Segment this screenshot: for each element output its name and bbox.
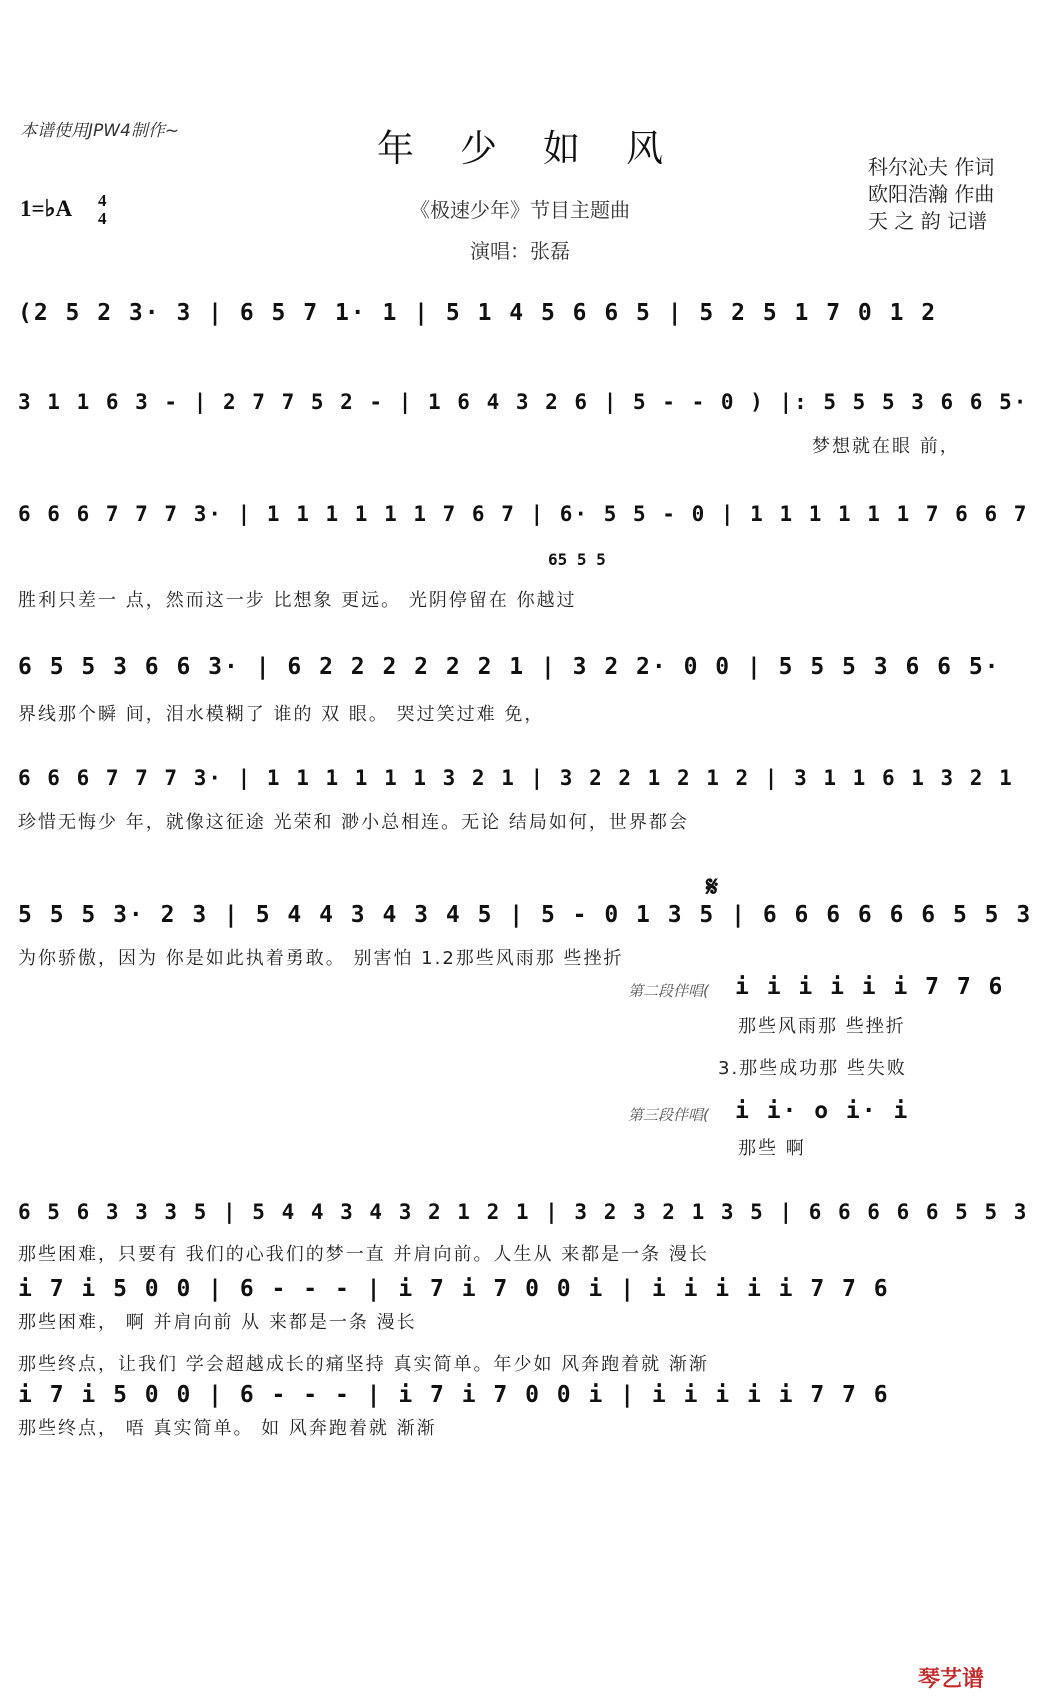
score-row-3-notes: 6 6 6 7 7 7 3· | 1 1 1 1 1 1 7 6 7 | 6· 5 5 - 0 | 1 1 1 1 1 1 7 6 6 7: [18, 502, 1029, 526]
score-row-8-extra-lyrics: 那些终点，让我们 学会超越成长的痛坚持 真实简单。年少如 风奔跑着就 渐渐: [18, 1354, 709, 1375]
transcriber: 天 之 韵 记谱: [868, 209, 988, 233]
score-row-6-lyrics: 为你骄傲，因为 你是如此执着勇敢。 别害怕 1.2那些风雨那 些挫折: [18, 948, 624, 969]
third-part-notes: i i· o i· i: [735, 1098, 910, 1124]
second-part-label: 第二段伴唱(: [628, 982, 709, 1000]
score-row-3-lyrics: 胜利只差一 点，然而这一步 比想象 更远。 光阴停留在 你越过: [18, 590, 577, 611]
score-row-1-notes: (2 5 2 3· 3 | 6 5 7 1· 1 | 5 1 4 5 6 6 5 | 5 2 5 1 7 0 1 2: [18, 300, 938, 326]
score-row-5-notes: 6 6 6 7 7 7 3· | 1 1 1 1 1 1 3 2 1 | 3 2 2 1 2 1 2 | 3 1 1 6 1 3 2 1: [18, 766, 1014, 790]
score-row-8-notes: i 7 i 5 0 0 | 6 - - - | i 7 i 7 0 0 i | i i i i i 7 7 6: [18, 1276, 890, 1302]
song-title: 年少如风: [377, 127, 709, 170]
score-row-2-lyrics: 梦想就在眼 前，: [812, 436, 960, 457]
time-sig-bottom: 4: [98, 209, 107, 228]
score-row-7-notes: 6 5 6 3 3 3 5 | 5 4 4 3 4 3 2 1 2 1 | 3 2 3 2 1 3 5 | 6 6 6 6 6 5 5 3: [18, 1200, 1029, 1224]
qinyipu-logo: 琴艺谱: [918, 1667, 985, 1692]
third-part-label: 第三段伴唱(: [628, 1106, 709, 1124]
key-signature: 1=♭A: [20, 196, 73, 221]
credits: [868, 154, 994, 235]
score-row-4-notes: 6 5 5 3 6 6 3· | 6 2 2 2 2 2 2 1 | 3 2 2· 0 0 | 5 5 5 3 6 6 5·: [18, 654, 1001, 680]
score-row-9-lyrics: 那些终点， 唔 真实简单。 如 风奔跑着就 渐渐: [18, 1418, 437, 1439]
score-row-2-notes: 3 1 1 6 3 - | 2 7 7 5 2 - | 1 6 4 3 2 6 | 5 - - 0 ) |: 5 5 5 3 6 6 5·: [18, 390, 1029, 414]
score-row-8-lyrics: 那些困难， 啊 并肩向前 从 来都是一条 漫长: [18, 1312, 417, 1333]
second-part-lyrics: 那些风雨那 些挫折: [738, 1016, 906, 1037]
subtitle: 《极速少年》节目主题曲: [410, 198, 630, 222]
second-part-notes: i i i i i i 7 7 6: [735, 974, 1005, 1000]
software-credit: 本谱使用JPW4制作~: [20, 121, 180, 141]
score-row-6-notes: 5 5 5 3· 2 3 | 5 4 4 3 4 3 4 5 | 5 - 0 1 3 5 | 6 6 6 6 6 6 5 5 3: [18, 902, 1033, 928]
score-row-9-notes: i 7 i 5 0 0 | 6 - - - | i 7 i 7 0 0 i | i i i i i 7 7 6: [18, 1382, 890, 1408]
score-row-4-lyrics: 界线那个瞬 间，泪水模糊了 谁的 双 眼。 哭过笑过难 免，: [18, 704, 545, 725]
ornament-notes: 65 5 5: [548, 550, 606, 569]
score-row-5-lyrics: 珍惜无悔少 年，就像这征途 光荣和 渺小总相连。无论 结局如何，世界都会: [18, 812, 689, 833]
third-part-lyrics: 那些 啊: [738, 1138, 806, 1159]
singer: 演唱：张磊: [470, 239, 570, 263]
third-verse-lyrics: 3.那些成功那 些失败: [718, 1058, 907, 1079]
lyricist: 科尔沁夫 作词: [868, 155, 995, 179]
segno-sign: 𝄋: [706, 870, 719, 903]
time-sig-top: 4: [98, 191, 107, 210]
composer: 欧阳浩瀚 作曲: [868, 182, 995, 206]
score-row-7-lyrics: 那些困难，只要有 我们的心我们的梦一直 并肩向前。人生从 来都是一条 漫长: [18, 1244, 709, 1265]
